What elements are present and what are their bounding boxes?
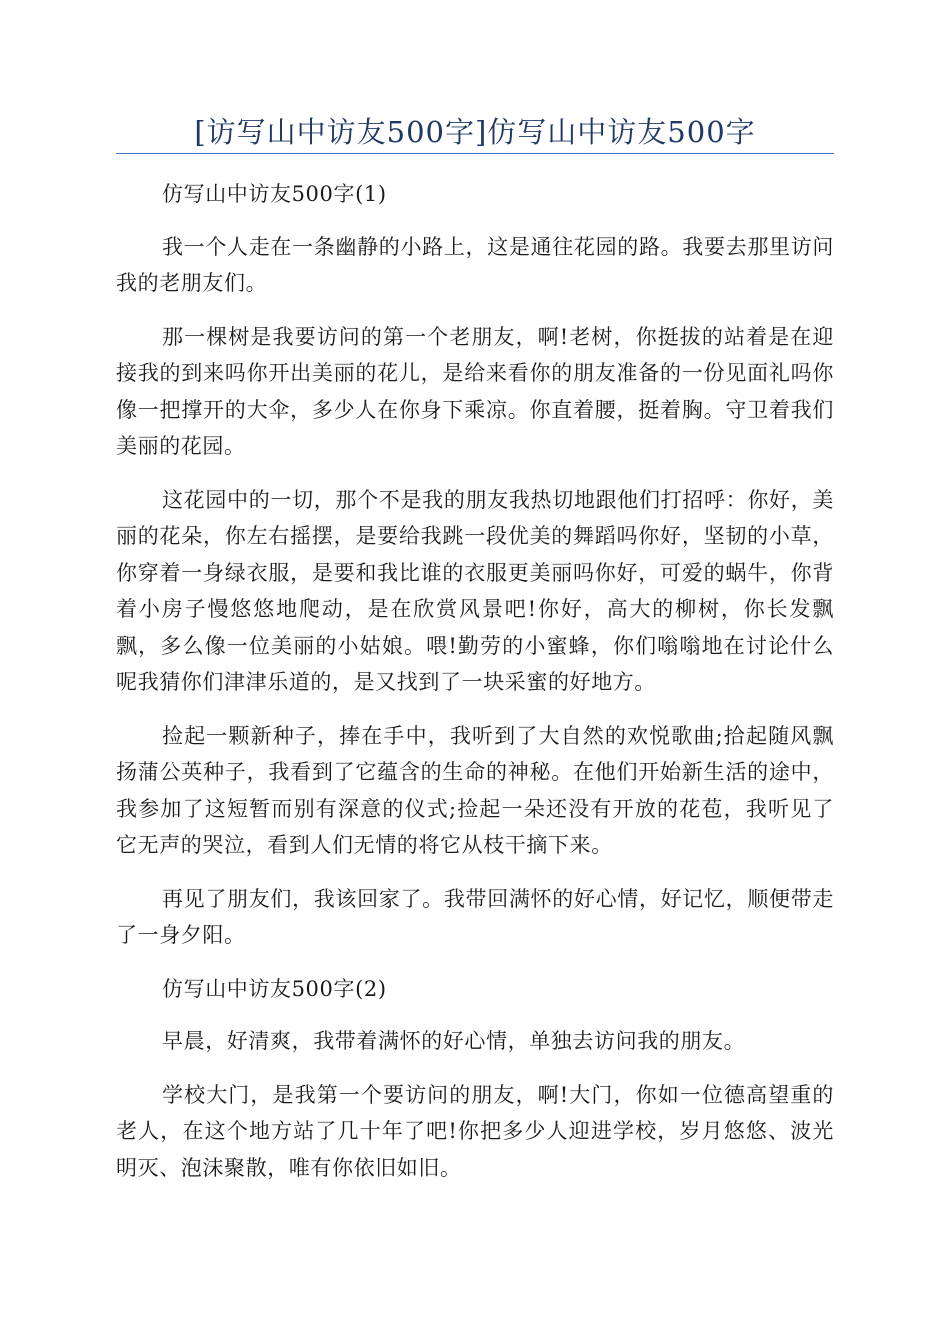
document-body xyxy=(116,176,834,1203)
paragraph: 我一个人走在一条幽静的小路上，这是通往花园的路。我要去那里访问我的老朋友们。 xyxy=(116,234,834,295)
title-divider xyxy=(116,153,834,154)
section-heading-1: 仿写山中访友500字(1) xyxy=(162,182,387,206)
paragraph: 学校大门，是我第一个要访问的朋友，啊!大门，你如一位德高望重的老人，在这个地方站了几十年了吧!你把多少人迎进学校，岁月悠悠、波光明灭、泡沫聚散，唯有你依旧如旧。 xyxy=(116,1082,834,1180)
paragraph: 那一棵树是我要访问的第一个老朋友，啊!老树，你挺拔的站着是在迎接我的到来吗你开出美丽的花儿，是给来看你的朋友准备的一份见面礼吗你像一把撑开的大伞，多少人在你身下乘凉。你直着腰，挺着胸。守卫着我们美丽的花园。 xyxy=(116,324,834,458)
paragraph: 这花园中的一切，那个不是我的朋友我热切地跟他们打招呼：你好，美丽的花朵，你左右摇摆，是要给我跳一段优美的舞蹈吗你好，坚韧的小草，你穿着一身绿衣服，是要和我比谁的衣服更美丽吗你好，可爱的蜗牛，你背着小房子慢悠悠地爬动，是在欣赏风景吧!你好，高大的柳树，你长发飘飘，多么像一位美丽的小姑娘。喂!勤劳的小蜜蜂，你们嗡嗡地在讨论什么呢我猜你们津津乐道的，是又找到了一块采蜜的好地方。 xyxy=(116,487,834,694)
paragraph: 早晨，好清爽，我带着满怀的好心情，单独去访问我的朋友。 xyxy=(162,1029,746,1053)
section-heading-2: 仿写山中访友500字(2) xyxy=(162,976,387,1001)
page-title: [访写山中访友500字]仿写山中访友500字 xyxy=(194,115,756,149)
paragraph: 捡起一颗新种子，捧在手中，我听到了大自然的欢悦歌曲;拾起随风飘扬蒲公英种子，我看到了它蕴含的生命的神秘。在他们开始新生活的途中，我参加了这短暂而别有深意的仪式;捡起一朵还没有开放的花苞，我听见了它无声的哭泣，看到人们无情的将它从枝干摘下来。 xyxy=(116,723,834,857)
paragraph: 再见了朋友们，我该回家了。我带回满怀的好心情，好记忆，顺便带走了一身夕阳。 xyxy=(116,886,834,947)
